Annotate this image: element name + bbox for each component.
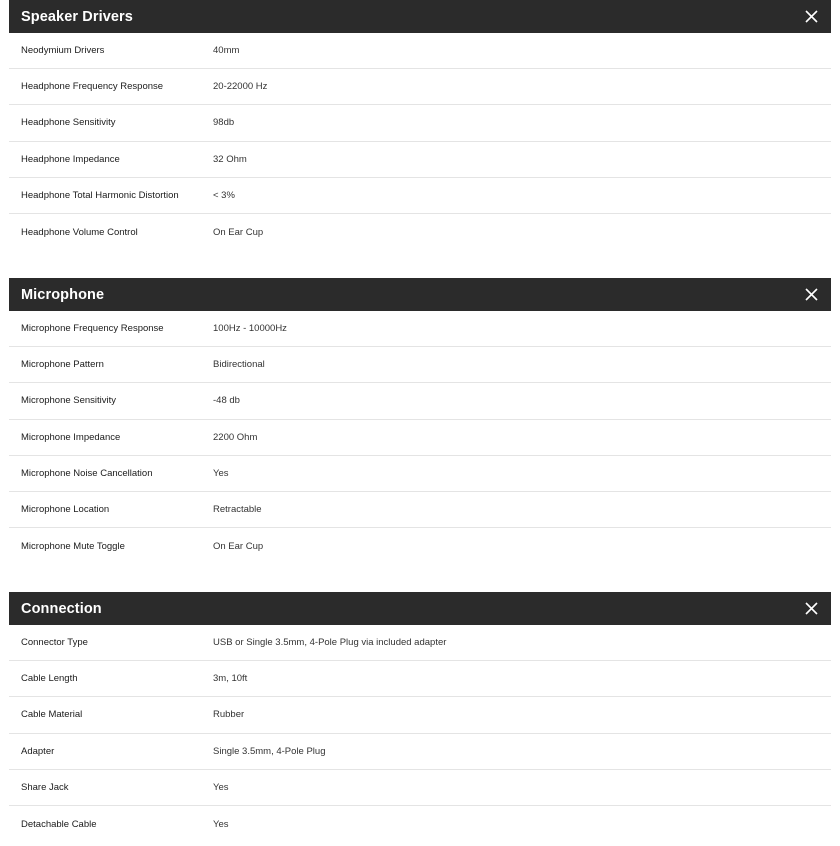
spec-value: USB or Single 3.5mm, 4-Pole Plug via included adapter: [213, 637, 447, 649]
spec-row: [9, 33, 831, 69]
spec-row: [9, 734, 831, 770]
spec-row: [9, 311, 831, 347]
close-icon[interactable]: [803, 601, 819, 617]
spec-label: Microphone Frequency Response: [21, 323, 164, 335]
spec-row: [9, 420, 831, 456]
spec-value: On Ear Cup: [213, 226, 264, 238]
spec-row: [9, 105, 831, 141]
spec-value: 40mm: [213, 45, 240, 57]
spec-value: Retractable: [213, 504, 262, 516]
spec-row: [9, 492, 831, 528]
section-title: Connection: [21, 600, 102, 617]
spec-value: Yes: [213, 781, 229, 793]
section-header-connection[interactable]: [9, 592, 831, 625]
spec-row: [9, 625, 831, 661]
spec-value: 3m, 10ft: [213, 673, 248, 685]
close-icon[interactable]: [803, 287, 819, 303]
spec-value: 2200 Ohm: [213, 431, 258, 443]
spec-value: Yes: [213, 818, 229, 830]
spec-label: Microphone Pattern: [21, 359, 104, 371]
spec-label: Microphone Location: [21, 504, 110, 516]
spec-row: [9, 456, 831, 492]
spec-label: Microphone Impedance: [21, 431, 121, 443]
spec-row: [9, 214, 831, 250]
spec-label: Connector Type: [21, 637, 88, 649]
spec-label: Headphone Sensitivity: [21, 117, 116, 129]
spec-label: Microphone Sensitivity: [21, 395, 117, 407]
section-speaker-drivers: [9, 0, 831, 250]
spec-row: [9, 661, 831, 697]
spec-value: 32 Ohm: [213, 153, 247, 165]
spec-value: Bidirectional: [213, 359, 265, 371]
spec-row: [9, 178, 831, 214]
spec-row: [9, 142, 831, 178]
spec-value: 100Hz - 10000Hz: [213, 323, 287, 335]
spec-label: Share Jack: [21, 781, 69, 793]
section-title: Microphone: [21, 286, 105, 303]
section-header-microphone[interactable]: [9, 278, 831, 311]
section-microphone: [9, 278, 831, 564]
spec-row: [9, 697, 831, 733]
section-title: Speaker Drivers: [21, 8, 133, 25]
spec-row: [9, 69, 831, 105]
spec-row: [9, 806, 831, 842]
spec-row: [9, 528, 831, 564]
spec-label: Microphone Noise Cancellation: [21, 467, 153, 479]
spec-table: [9, 625, 831, 842]
spec-value: < 3%: [213, 189, 235, 201]
spec-label: Headphone Impedance: [21, 153, 120, 165]
spec-label: Neodymium Drivers: [21, 45, 105, 57]
spec-table: [9, 311, 831, 564]
spec-row: [9, 770, 831, 806]
spec-label: Headphone Frequency Response: [21, 81, 164, 93]
spec-value: 20-22000 Hz: [213, 81, 268, 93]
spec-label: Cable Length: [21, 673, 78, 685]
spec-label: Headphone Total Harmonic Distortion: [21, 189, 179, 201]
close-icon[interactable]: [803, 9, 819, 25]
section-header-speaker-drivers[interactable]: [9, 0, 831, 33]
spec-row: [9, 347, 831, 383]
spec-label: Headphone Volume Control: [21, 226, 138, 238]
spec-value: On Ear Cup: [213, 540, 264, 552]
spec-label: Cable Material: [21, 709, 83, 721]
spec-label: Microphone Mute Toggle: [21, 540, 125, 552]
spec-label: Adapter: [21, 745, 55, 757]
spec-row: [9, 383, 831, 419]
spec-value: 98db: [213, 117, 235, 129]
spec-value: Yes: [213, 467, 229, 479]
spec-value: -48 db: [213, 395, 240, 407]
spec-label: Detachable Cable: [21, 818, 97, 830]
spec-value: Single 3.5mm, 4-Pole Plug: [213, 745, 326, 757]
section-connection: [9, 592, 831, 842]
spec-value: Rubber: [213, 709, 245, 721]
spec-table: [9, 33, 831, 250]
